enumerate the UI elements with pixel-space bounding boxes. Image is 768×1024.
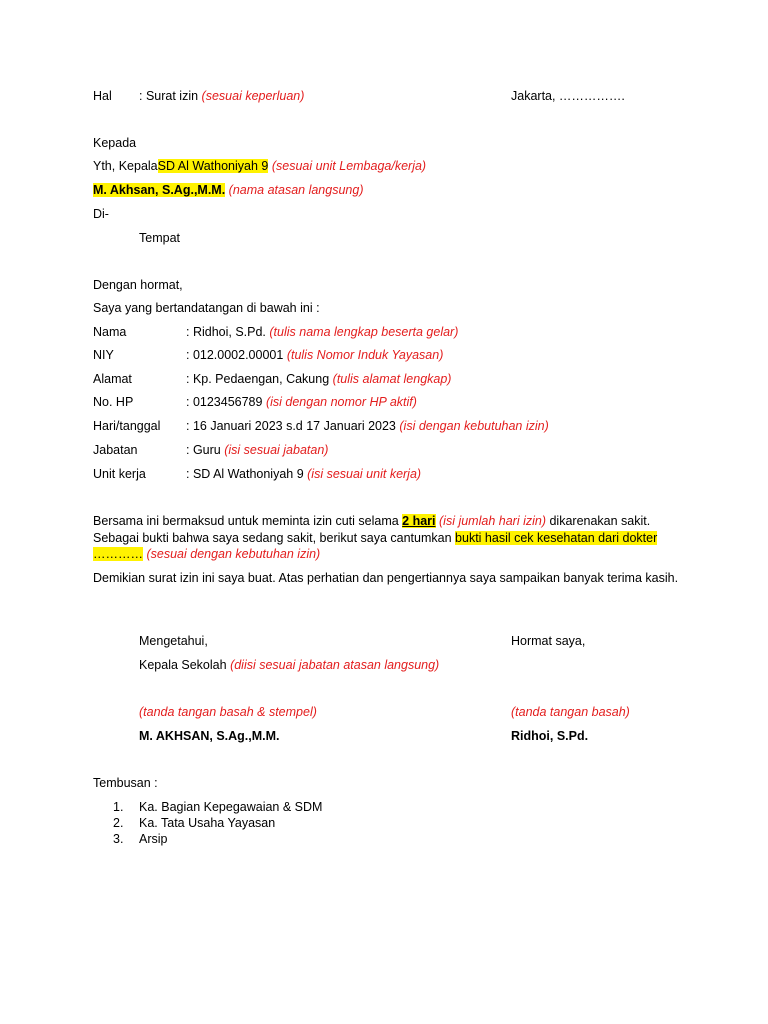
cc-item bbox=[113, 831, 167, 847]
field-value: : 0123456789 bbox=[186, 395, 263, 409]
kepada: Kepada bbox=[93, 136, 137, 150]
body-paragraph-2: Demikian surat izin ini saya buat. Atas perhatian dan pengertiannya saya sampaikan banyak terima kasih. bbox=[93, 571, 679, 585]
cc-item bbox=[113, 799, 322, 815]
p1-text-b: dikarenakan sakit. Sebagai bukti bahwa saya sedang sakit, berikut saya cantumkan bbox=[93, 514, 651, 545]
yth-prefix: Yth, Kepala bbox=[93, 159, 158, 173]
field-label: Jabatan bbox=[93, 443, 138, 457]
recipient-name: M. Akhsan, S.Ag.,M.M. bbox=[93, 183, 226, 197]
field-value: : SD Al Wathoniyah 9 bbox=[186, 467, 304, 481]
cc-item-number: 1. bbox=[113, 800, 124, 814]
field-label: No. HP bbox=[93, 395, 134, 409]
field-row bbox=[93, 442, 328, 458]
cc-item-number: 2. bbox=[113, 816, 124, 830]
field-note: (tulis Nomor Induk Yayasan) bbox=[286, 348, 444, 362]
field-value: : Ridhoi, S.Pd. bbox=[186, 325, 266, 339]
recipient-name-line bbox=[93, 182, 363, 198]
left-sign-role-note: (diisi sesuai jabatan atasan langsung) bbox=[230, 658, 440, 672]
leave-days-note: (isi jumlah hari izin) bbox=[439, 514, 546, 528]
cc-item-number: 3. bbox=[113, 832, 124, 846]
recipient-name-note: (nama atasan langsung) bbox=[228, 183, 364, 197]
tempat: Tempat bbox=[139, 231, 180, 245]
field-note: (tulis alamat lengkap) bbox=[332, 372, 452, 386]
field-row bbox=[93, 347, 443, 363]
field-label: Nama bbox=[93, 325, 127, 339]
recipient-school-line bbox=[93, 158, 426, 174]
field-note: (tulis nama lengkap beserta gelar) bbox=[269, 325, 459, 339]
proof-dots: ………… bbox=[93, 547, 143, 561]
left-sign-name: M. AKHSAN, S.Ag.,M.M. bbox=[139, 729, 280, 743]
hal-note: (sesuai keperluan) bbox=[201, 89, 305, 103]
leave-days: 2 hari bbox=[402, 514, 436, 528]
field-note: (isi sesuai unit kerja) bbox=[307, 467, 422, 481]
place-date: Jakarta, ……………. bbox=[511, 89, 625, 103]
field-label: Hari/tanggal bbox=[93, 419, 161, 433]
hal-subject bbox=[139, 88, 304, 104]
field-value: : Kp. Pedaengan, Cakung bbox=[186, 372, 330, 386]
field-value: : Guru bbox=[186, 443, 221, 457]
field-row bbox=[93, 324, 458, 340]
school-note: (sesuai unit Lembaga/kerja) bbox=[271, 159, 427, 173]
field-note: (isi sesuai jabatan) bbox=[224, 443, 329, 457]
proof-note: (sesuai dengan kebutuhan izin) bbox=[146, 547, 321, 561]
field-note: (isi dengan nomor HP aktif) bbox=[265, 395, 417, 409]
right-sign-note: (tanda tangan basah) bbox=[511, 705, 630, 719]
intro: Saya yang bertandatangan di bawah ini : bbox=[93, 301, 320, 315]
field-note: (isi dengan kebutuhan izin) bbox=[399, 419, 549, 433]
field-row bbox=[93, 394, 417, 410]
field-value: : 012.0002.00001 bbox=[186, 348, 284, 362]
cc-item bbox=[113, 815, 275, 831]
proof-text: bukti hasil cek kesehatan dari dokter bbox=[455, 530, 658, 545]
right-sign-title: Hormat saya, bbox=[511, 634, 586, 648]
body-paragraph-1 bbox=[93, 513, 683, 563]
field-row bbox=[93, 371, 451, 387]
field-row bbox=[93, 418, 549, 434]
field-label: Alamat bbox=[93, 372, 132, 386]
cc-title: Tembusan : bbox=[93, 776, 158, 790]
field-row bbox=[93, 466, 421, 482]
hal-value: : Surat izin bbox=[139, 89, 199, 103]
left-sign-title: Mengetahui, bbox=[139, 634, 208, 648]
cc-item-text: Ka. Bagian Kepegawaian & SDM bbox=[139, 800, 323, 814]
left-sign-note: (tanda tangan basah & stempel) bbox=[139, 705, 317, 719]
right-sign-name: Ridhoi, S.Pd. bbox=[511, 729, 589, 743]
field-label: NIY bbox=[93, 348, 114, 362]
p1-text-a: Bersama ini bermaksud untuk meminta izin cuti selama bbox=[93, 514, 399, 528]
di: Di- bbox=[93, 207, 109, 221]
left-sign-role-line bbox=[139, 657, 439, 673]
school-name: SD Al Wathoniyah 9 bbox=[157, 159, 269, 173]
cc-item-text: Arsip bbox=[139, 832, 168, 846]
greeting: Dengan hormat, bbox=[93, 278, 183, 292]
left-sign-role: Kepala Sekolah bbox=[139, 658, 227, 672]
field-label: Unit kerja bbox=[93, 467, 146, 481]
cc-item-text: Ka. Tata Usaha Yayasan bbox=[139, 816, 276, 830]
field-value: : 16 Januari 2023 s.d 17 Januari 2023 bbox=[186, 419, 396, 433]
hal-label: Hal bbox=[93, 89, 112, 103]
